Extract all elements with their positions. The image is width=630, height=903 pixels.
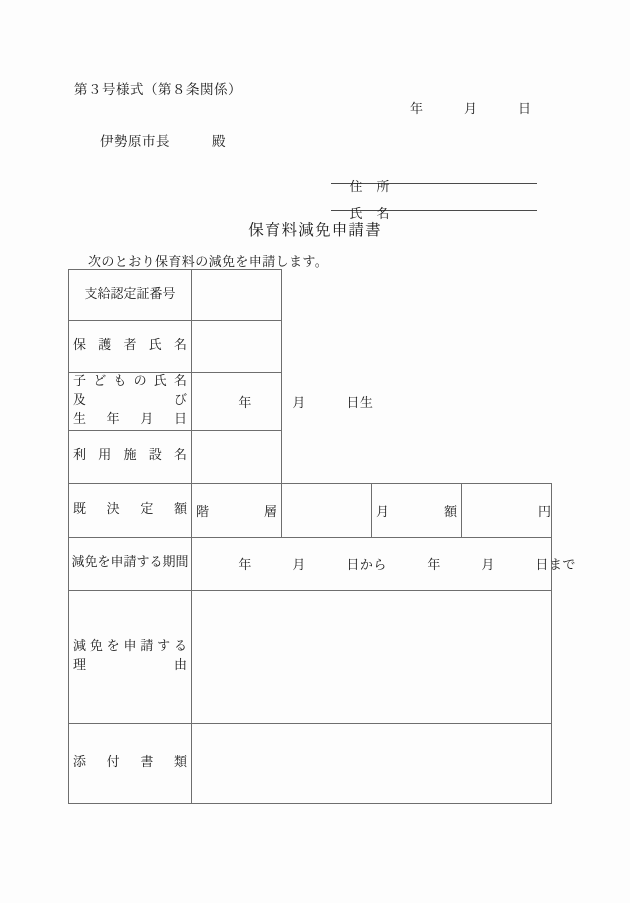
table-row	[69, 270, 552, 321]
form-code: 第３号様式（第８条関係）	[74, 82, 242, 98]
row-value-child-name-birthdate[interactable]: 年 月 日生	[192, 373, 282, 431]
applicant-address-field[interactable]	[331, 161, 537, 195]
row-label-reduction-period: 減免を申請する期間	[69, 537, 192, 590]
row-label-attachments: 添付書類	[69, 723, 192, 803]
table-row	[69, 723, 552, 803]
row-label-facility-name: 利用施設名	[69, 430, 192, 483]
table-row	[69, 483, 552, 537]
row-value-facility-name[interactable]	[192, 430, 282, 483]
applicant-name-field[interactable]	[331, 188, 537, 222]
table-row	[69, 590, 552, 723]
page-title: 保育料減免申請書	[248, 221, 382, 239]
row-label-guardian-name: 保護者氏名	[69, 321, 192, 373]
application-table	[68, 269, 576, 804]
table-row	[69, 537, 552, 590]
addressee-line: 伊勢原市長 殿	[100, 134, 226, 150]
row-label-certificate-number: 支給認定証番号	[69, 270, 192, 321]
date-line: 年 月 日	[410, 102, 532, 117]
applicant-address-label: 住 所	[349, 180, 391, 195]
row-label-reduction-reason: 減免を申請する 理 由	[69, 590, 192, 723]
row-value-guardian-name[interactable]	[192, 321, 282, 373]
sub-label-tier: 階 層	[192, 483, 282, 537]
sub-label-monthly-amount: 月 額	[372, 483, 462, 537]
table-row	[69, 321, 552, 373]
row-value-reduction-period[interactable]: 年 月 日から 年 月 日まで	[192, 537, 552, 590]
row-value-tier[interactable]	[282, 483, 372, 537]
row-value-monthly-amount[interactable]: 円	[462, 483, 552, 537]
row-value-certificate-number[interactable]	[192, 270, 282, 321]
table-row	[69, 373, 552, 431]
lead-text: 次のとおり保育料の減免を申請します。	[88, 255, 329, 270]
row-value-reduction-reason[interactable]	[192, 590, 552, 723]
table-row	[69, 430, 552, 483]
row-label-child-name-birthdate: 子どもの氏名 及 び 生 年 月 日	[69, 373, 192, 431]
applicant-name-label: 氏 名	[349, 207, 391, 222]
row-value-attachments[interactable]	[192, 723, 552, 803]
row-label-existing-amount: 既決定額	[69, 483, 192, 537]
